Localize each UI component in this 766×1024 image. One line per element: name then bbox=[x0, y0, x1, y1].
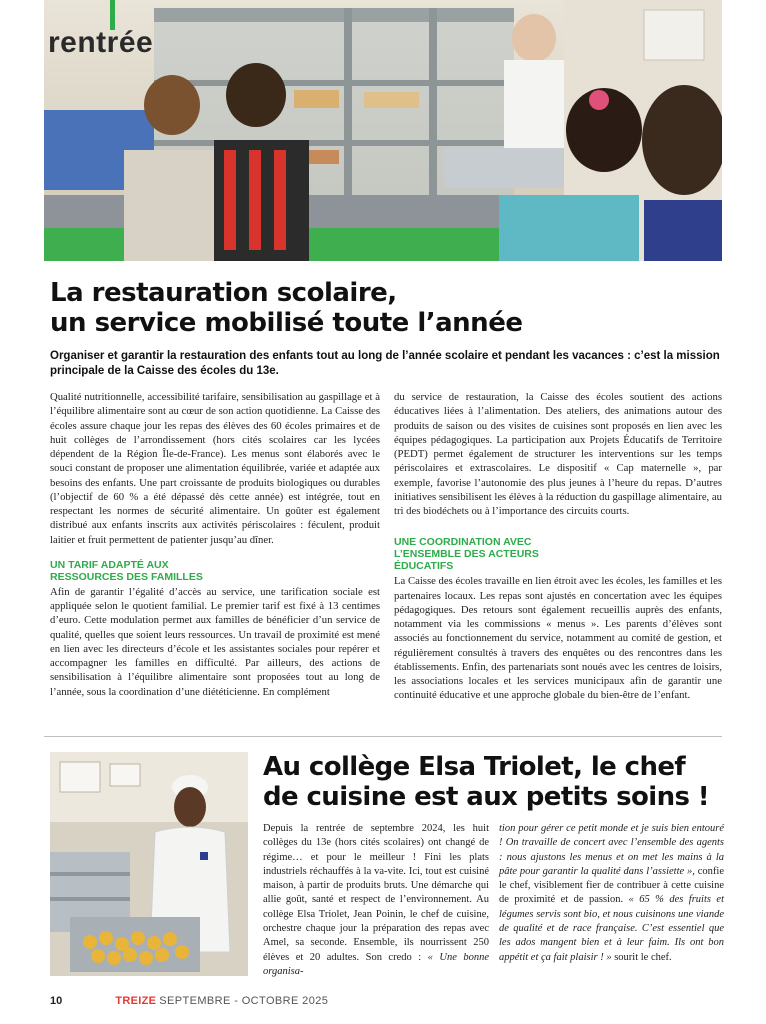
page-number: 10 bbox=[50, 995, 63, 1007]
chef-text-left: Depuis la rentrée de septembre 2024, les huit collèges du 13e (hors cités scolaires) ont changé de régime… et pour le meilleur ! Fini les plats industriels réchauffés à la va-vite. Ici, tout est cuisiné maison, à partir de produits bruts. Une démarche qui allie goût, santé et respect de l’environnement. Au collège Elsa Triolet, Jean Poinin, le chef de cuisine, orchestre chaque jour la préparation des repas avec Amel, sa seconde. Ensemble, ils nourrissent 250 élèves et 20 adultes. Son credo : bbox=[263, 823, 489, 963]
subhead-coordination bbox=[394, 536, 722, 572]
chef-article-title bbox=[263, 752, 733, 812]
chef-column-right bbox=[499, 822, 724, 965]
page-footer bbox=[50, 995, 730, 1007]
chef-quote-start: « Une bonne organisa- bbox=[263, 951, 489, 977]
chef-title-line-2: de cuisine est aux petits soins ! bbox=[263, 782, 710, 812]
subhead-tarif bbox=[50, 559, 380, 583]
article-column-left bbox=[50, 390, 380, 699]
subhead-coordination-line-1: UNE COORDINATION AVEC bbox=[394, 536, 532, 549]
article-headline bbox=[50, 278, 730, 338]
subhead-tarif-line-2: RESSOURCES DES FAMILLES bbox=[50, 570, 203, 583]
chef-column-left bbox=[263, 822, 489, 979]
paragraph-actions: du service de restauration, la Caisse des écoles soutient des actions éducatives liées à l’alimentation. Des ateliers, des animations autour des produits de saison ou des visites de cuisines sont proposés en lien avec les équipes pédagogiques. La participation aux Projets Éducatifs de Territoire (PEDT) permet également de structurer les interventions sur les temps périscolaires et extrascolaires. Le dispositif « Cap maternelle », par exemple, favorise l’autonomie des plus jeunes à l’heure du repas. D’autres initiatives sensibilisent les élèves à la réduction du gaspillage alimentaire, au tri des biodéchets ou à l’importance des circuits courts. bbox=[394, 391, 722, 517]
chef-quote-1: tion pour gérer ce petit monde et je suis bien entouré ! On travaille de concert avec l’ensemble des agents : nous ajustons les menus et on met les mains à la pâte pour garantir la qualité dans l’assiette » bbox=[499, 823, 724, 877]
chef-paragraph-left bbox=[263, 822, 489, 979]
magazine-brand: TREIZE bbox=[115, 995, 157, 1007]
chef-text-right-2: sourit le chef. bbox=[611, 951, 672, 963]
paragraph-intro: Qualité nutritionnelle, accessibilité tarifaire, sensibilisation au gaspillage et à l’équilibre alimentaire sont au cœur de son action quotidienne. La Caisse des écoles assure chaque jour les repas des élèves des 60 écoles primaires et de huit collèges de l’arrondissement (hors cités scolaires car les lycées dépendent de la Région Île-de-France). Les menus sont élaborés avec le souci constant de proposer une alimentation équilibrée, variée et adaptée aux besoins des enfants. Une part croissante de produits biologiques ou durables (l’objectif de 60 % a été dépassé dès cette année) est intégrée, tout en respectant les normes de sécurité alimentaire. Un goûter est également distribué aux enfants inscrits aux activités périscolaires : féculent, produit laitier et fruit permettent de patienter jusqu’au dîner. bbox=[50, 391, 380, 546]
subhead-tarif-line-1: UN TARIF ADAPTÉ AUX bbox=[50, 558, 169, 571]
section-kicker: rentrée bbox=[48, 26, 154, 59]
chef-quote-2: « 65 % des fruits et légumes servis sont bio, et nous cuisinons une viande de qualité et de race française. C’est essentiel que les ados mangent bien et à leur faim. Ils ont bon appétit et ça fait plaisir ! » bbox=[499, 894, 724, 963]
chef-photo bbox=[50, 752, 248, 976]
paragraph-tarif: Afin de garantir l’égalité d’accès au service, une tarification sociale est appliquée selon le quotient familial. Le premier tarif est fixé à 13 centimes d’euro. Cette modulation permet aux familles de bénéficier d’un service de qualité, quelles que soient leurs ressources. Un travail de proximité est mené en lien avec les directeurs d’école et les assistantes sociales pour repérer et accompagner les familles en difficulté. Par ailleurs, des actions de sensibilisation à l’équilibre alimentaire sont proposées tout au long de l’année, sous la coordination d’une diététicienne. En complément bbox=[50, 585, 380, 698]
issue-date: SEPTEMBRE - OCTOBRE 2025 bbox=[159, 995, 329, 1007]
chef-text-right-1: , confie le chef, visiblement fier de contribuer à cette cuisine de proximité et de passion. bbox=[499, 865, 724, 906]
chef-title-line-1: Au collège Elsa Triolet, le chef bbox=[263, 752, 686, 782]
article-column-right bbox=[394, 390, 722, 703]
headline-line-1: La restauration scolaire, bbox=[50, 278, 397, 308]
headline-line-2: un service mobilisé toute l’année bbox=[50, 308, 523, 338]
chef-paragraph-right bbox=[499, 822, 724, 965]
subhead-coordination-line-3: ÉDUCATIFS bbox=[394, 560, 454, 573]
article-lead: Organiser et garantir la restauration des enfants tout au long de l’année scolaire et pendant les vacances : c’est la mission principale de la Caisse des écoles du 13e. bbox=[50, 350, 720, 377]
section-divider bbox=[44, 736, 722, 737]
subhead-coordination-line-2: L’ENSEMBLE DES ACTEURS bbox=[394, 548, 539, 561]
paragraph-coordination: La Caisse des écoles travaille en lien étroit avec les écoles, les familles et les partenaires locaux. Les repas sont ajustés en concertation avec les équipes pédagogiques. Des retours sont également recueillis auprès des enfants, notamment via les commissions « menus ». Les parents d’élèves sont associés au fonctionnement du service, notamment au comité de gestion, et régulièrement consultés à travers des enquêtes ou des rencontres dans les établissements. Enfin, des partenariats sont noués avec les centres de loisirs, les associations locales et les services municipaux afin de garantir une continuité éducative et une approche globale du bien-être de l’enfant. bbox=[394, 575, 722, 702]
